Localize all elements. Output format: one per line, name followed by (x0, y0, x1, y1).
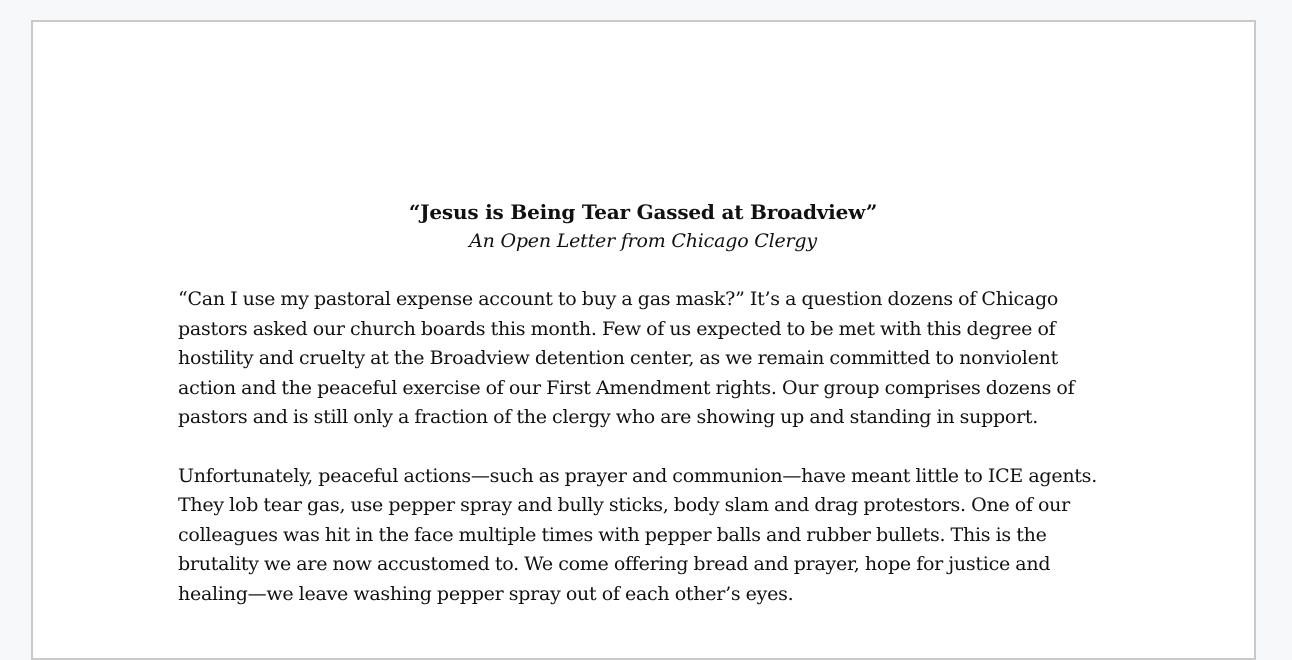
paragraph-line: pastors and is still only a fraction of the clergy who are showing up and standing in support. (178, 406, 1039, 428)
paragraph-2 (178, 462, 1108, 610)
paragraph-line: action and the peaceful exercise of our First Amendment rights. Our group comprises dozens of (178, 376, 1075, 399)
paragraph-line: hostility and cruelty at the Broadview detention center, as we remain committed to nonviolent (178, 347, 1058, 369)
document-body (178, 198, 1108, 609)
paragraph-line: colleagues was hit in the face multiple times with pepper balls and rubber bullets. This is the (178, 523, 1047, 546)
paragraph-line: Unfortunately, peaceful actions—such as prayer and communion—have meant little to ICE agents. (178, 464, 1097, 487)
paragraph-line: pastors asked our church boards this month. Few of us expected to be met with this degree of (178, 317, 1056, 340)
paragraph-line: healing—we leave washing pepper spray out of each other’s eyes. (178, 582, 794, 605)
document-title: “Jesus is Being Tear Gassed at Broadview” (408, 200, 878, 224)
paragraph-1 (178, 285, 1108, 433)
paragraph-line: brutality we are now accustomed to. We come offering bread and prayer, hope for justice and (178, 553, 1051, 575)
paragraph-line: They lob tear gas, use pepper spray and bully sticks, body slam and drag protestors. One of our (178, 494, 1071, 516)
document-page (31, 20, 1256, 660)
paragraph-line: “Can I use my pastoral expense account to buy a gas mask?” It’s a question dozens of Chicago (178, 288, 1059, 310)
document-subtitle: An Open Letter from Chicago Clergy (469, 230, 817, 252)
